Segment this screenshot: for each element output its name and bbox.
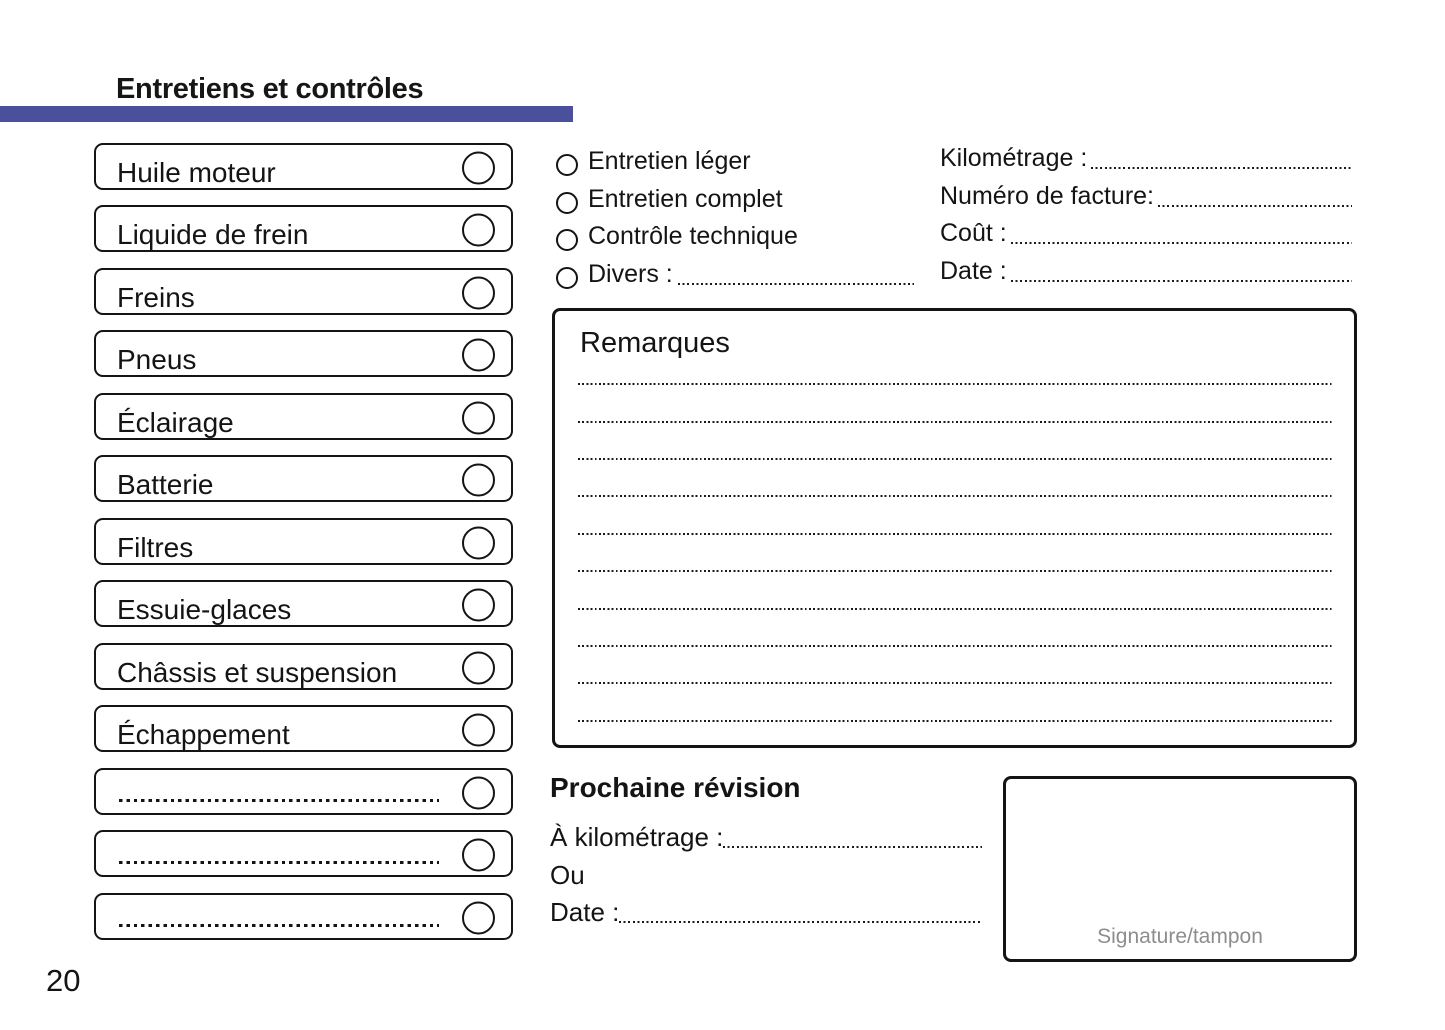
next-service-title: Prochaine révision (550, 772, 801, 803)
field-numero-facture (940, 182, 1352, 212)
service-type-label: Entretien léger (588, 147, 751, 175)
check-circle[interactable] (462, 776, 495, 809)
checklist-item-label: Éclairage (117, 407, 234, 438)
service-type-label: Entretien complet (588, 185, 783, 213)
fill-in-dotted-line[interactable] (619, 921, 982, 923)
checklist-item (94, 393, 513, 440)
remarks-dotted-line[interactable] (578, 720, 1332, 722)
checklist-item (94, 518, 513, 565)
checklist-item-label: Batterie (117, 469, 214, 500)
service-type-option (556, 222, 798, 252)
fill-in-dotted-line[interactable] (1091, 167, 1352, 169)
fill-in-dotted-line[interactable] (119, 924, 439, 927)
checklist-item-label: Essuie-glaces (117, 594, 292, 625)
remarks-dotted-line[interactable] (578, 495, 1332, 497)
remarks-title: Remarques (580, 327, 730, 359)
fill-in-dotted-line[interactable] (723, 846, 982, 848)
option-circle[interactable] (556, 192, 578, 214)
service-type-option (556, 147, 751, 177)
field-label: Date : (940, 257, 1007, 285)
fill-in-dotted-line[interactable] (119, 861, 439, 864)
checklist-item (94, 205, 513, 252)
checklist-item-label: Pneus (117, 344, 197, 375)
checklist-item (94, 643, 513, 690)
checklist-item-label: Liquide de frein (117, 219, 309, 250)
fill-in-dotted-line[interactable] (1011, 242, 1352, 244)
field-label: Coût : (940, 219, 1007, 247)
next-service-km-label: À kilométrage : (550, 822, 724, 852)
checklist-item-blank (94, 768, 513, 815)
option-circle[interactable] (556, 267, 578, 289)
checklist-item (94, 455, 513, 502)
remarks-dotted-line[interactable] (578, 682, 1332, 684)
check-circle[interactable] (462, 651, 495, 684)
check-circle[interactable] (462, 276, 495, 309)
check-circle[interactable] (462, 338, 495, 371)
next-service-date-row (550, 897, 982, 928)
checklist-item-blank (94, 830, 513, 877)
page-number: 20 (46, 963, 81, 998)
check-circle[interactable] (462, 526, 495, 559)
field-date (940, 257, 1352, 287)
service-type-label: Contrôle technique (588, 222, 798, 250)
checklist-item-label: Échappement (117, 719, 290, 750)
remarks-box (552, 308, 1357, 748)
next-service-km-row (550, 822, 982, 853)
fill-in-dotted-line[interactable] (1158, 205, 1352, 207)
check-circle[interactable] (462, 838, 495, 871)
field-label: Kilométrage : (940, 144, 1088, 172)
checklist-item (94, 705, 513, 752)
checklist-item (94, 580, 513, 627)
checklist-item-label: Huile moteur (117, 157, 276, 188)
checklist-item (94, 143, 513, 190)
service-type-label: Divers : (588, 260, 673, 288)
checklist-item-label: Filtres (117, 532, 194, 563)
check-circle[interactable] (462, 213, 495, 246)
signature-label: Signature/tampon (1097, 925, 1263, 948)
field-cout (940, 219, 1352, 249)
accent-bar (0, 106, 573, 122)
field-label: Numéro de facture: (940, 182, 1154, 210)
checklist-item (94, 268, 513, 315)
remarks-dotted-line[interactable] (578, 458, 1332, 460)
check-circle[interactable] (462, 151, 495, 184)
option-circle[interactable] (556, 229, 578, 251)
remarks-dotted-line[interactable] (578, 533, 1332, 535)
check-circle[interactable] (462, 588, 495, 621)
check-circle[interactable] (462, 901, 495, 934)
remarks-dotted-line[interactable] (578, 608, 1332, 610)
service-type-option-divers (556, 260, 914, 290)
checklist-item-label: Freins (117, 282, 195, 313)
check-circle[interactable] (462, 401, 495, 434)
option-circle[interactable] (556, 154, 578, 176)
check-circle[interactable] (462, 713, 495, 746)
next-service-or-label: Ou (550, 860, 585, 890)
remarks-dotted-line[interactable] (578, 383, 1332, 385)
fill-in-dotted-line[interactable] (119, 799, 439, 802)
fill-in-dotted-line[interactable] (1011, 280, 1352, 282)
checklist-item-label: Châssis et suspension (117, 657, 398, 688)
remarks-dotted-line[interactable] (578, 421, 1332, 423)
remarks-dotted-line[interactable] (578, 570, 1332, 572)
check-circle[interactable] (462, 463, 495, 496)
service-type-option (556, 185, 783, 215)
page-title: Entretiens et contrôles (116, 73, 424, 105)
remarks-dotted-line[interactable] (578, 645, 1332, 647)
checklist-item-blank (94, 893, 513, 940)
next-service-date-label: Date : (550, 897, 620, 927)
signature-box[interactable] (1003, 776, 1357, 962)
checklist-item (94, 330, 513, 377)
field-kilometrage (940, 144, 1352, 174)
fill-in-dotted-line[interactable] (678, 283, 914, 285)
